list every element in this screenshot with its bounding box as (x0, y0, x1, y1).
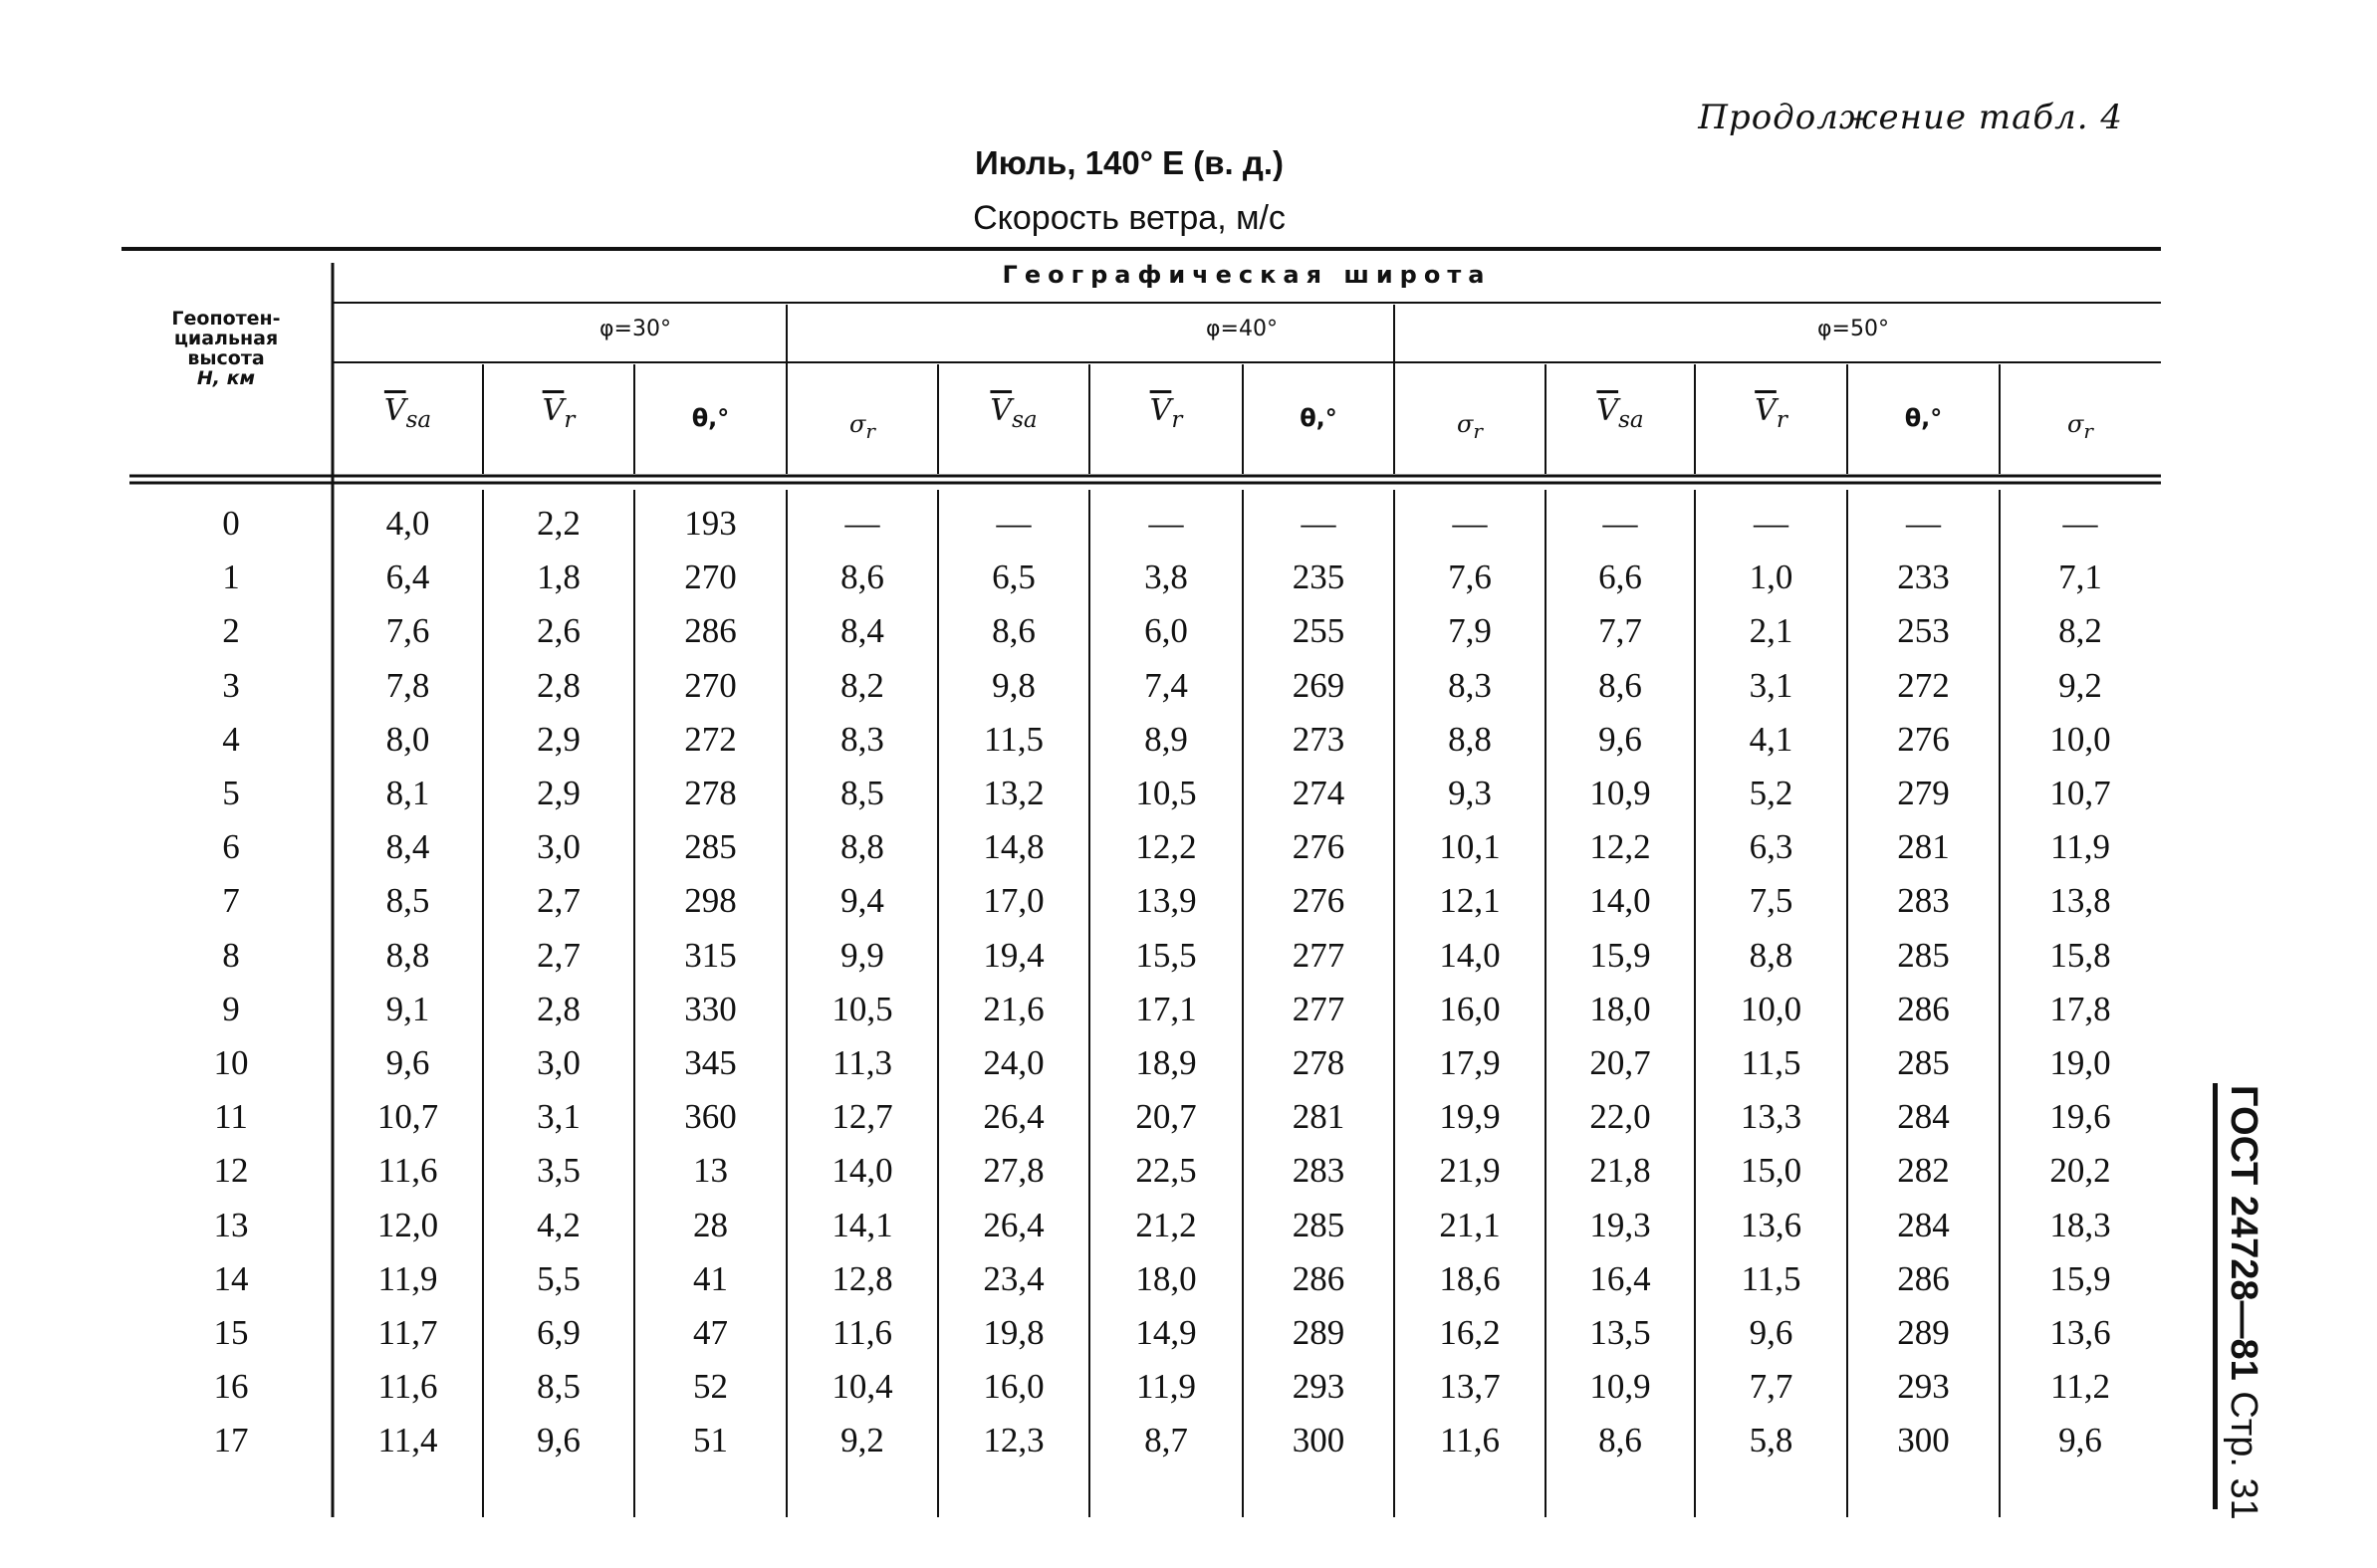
table-cell: 286 (684, 611, 737, 651)
table-cell: 8,0 (385, 719, 430, 759)
table-cell: 233 (1897, 558, 1950, 597)
table-cell: 8,5 (385, 881, 430, 921)
table-cell: 282 (1897, 1151, 1950, 1191)
table-cell: 9,3 (1448, 774, 1492, 812)
table-cell: 330 (684, 989, 737, 1028)
height-value: 15 (213, 1313, 249, 1352)
height-header-line-2: циальная (173, 328, 279, 349)
table-cell: 3,1 (537, 1097, 581, 1137)
table-cell: 2,2 (537, 504, 581, 543)
header-sigma-symbol: σ (849, 410, 866, 438)
table-cell: — (1906, 504, 1941, 543)
table-cell: 286 (1897, 989, 1950, 1028)
table-cell: 286 (1897, 1258, 1950, 1298)
table-cell: 21,9 (1439, 1151, 1501, 1191)
table-cell: 11,5 (1741, 1258, 1801, 1298)
table-cell: 5,2 (1749, 774, 1793, 812)
side-page-number: Стр. 31 (2223, 1391, 2264, 1520)
table-cell: 18,0 (1589, 989, 1651, 1028)
table-cell: 8,6 (1598, 1421, 1642, 1460)
height-value: 14 (213, 1258, 249, 1298)
height-value: 4 (222, 719, 240, 759)
table-cell: 285 (1292, 1205, 1345, 1244)
table-cell: 283 (1897, 881, 1950, 921)
height-value: 13 (213, 1205, 249, 1244)
table-cell: 8,3 (840, 719, 884, 759)
table-cell: 270 (684, 665, 737, 705)
table-cell: 285 (1897, 1043, 1950, 1082)
header-sigma-symbol: σ (2067, 410, 2084, 438)
header-v-subscript: r (1776, 407, 1787, 433)
table-cell: 16,0 (983, 1367, 1045, 1407)
table-cell: 6,4 (385, 558, 430, 597)
table-cell: 8,4 (385, 827, 430, 867)
table-cell: — (1148, 504, 1184, 543)
header-sigma-subscript: r (1473, 418, 1483, 443)
table-cell: 276 (1292, 881, 1345, 921)
table-cell: 2,1 (1749, 611, 1793, 651)
table-cell: 253 (1897, 611, 1950, 651)
table-cell: 7,8 (385, 665, 430, 705)
table-cell: 10,9 (1589, 1367, 1651, 1407)
table-cell: 276 (1292, 827, 1345, 867)
table-cell: 9,6 (537, 1421, 581, 1460)
table-cell: 20,7 (1589, 1043, 1651, 1082)
table-cell: 283 (1292, 1151, 1345, 1191)
height-value: 9 (222, 989, 240, 1028)
table-cell: 3,5 (537, 1151, 581, 1191)
table-cell: 16,0 (1439, 989, 1501, 1028)
table-cell: 7,6 (385, 611, 430, 651)
table-cell: 289 (1292, 1313, 1345, 1352)
table-cell: 41 (693, 1258, 728, 1298)
table-title: Июль, 140° E (в. д.) (975, 144, 1284, 181)
table-cell: 19,0 (2049, 1043, 2111, 1082)
table-cell: 15,5 (1135, 935, 1197, 975)
table-cell: 11,6 (832, 1313, 892, 1352)
table-cell: 300 (1897, 1421, 1950, 1460)
table-cell: 7,6 (1448, 558, 1492, 597)
table-cell: 18,9 (1135, 1043, 1197, 1082)
header-theta: θ,° (1300, 404, 1337, 432)
table-cell: 17,1 (1135, 989, 1197, 1028)
table-cell: 47 (693, 1313, 728, 1352)
latitude-group-2: φ=40° (1206, 317, 1278, 341)
table-cell: 11,4 (377, 1421, 438, 1460)
table-cell: 15,8 (2049, 935, 2111, 975)
table-cell: 278 (1292, 1043, 1345, 1082)
table-cell: 8,3 (1448, 665, 1492, 705)
height-value: 7 (222, 881, 240, 921)
table-cell: 285 (684, 827, 737, 867)
table-cell: 8,8 (840, 827, 884, 867)
table-cell: 235 (1292, 558, 1345, 597)
table-cell: 10,0 (1740, 989, 1802, 1028)
table-cell: — (1452, 504, 1488, 543)
table-cell: 285 (1897, 935, 1950, 975)
table-cell: 14,9 (1135, 1313, 1197, 1352)
table-cell: 277 (1292, 935, 1345, 975)
table-cell: 12,8 (832, 1258, 893, 1298)
table-cell: 293 (1897, 1367, 1950, 1407)
table-cell: 18,0 (1135, 1258, 1197, 1298)
continuation-label: Продолжение табл. 4 (1698, 98, 2123, 137)
table-cell: 8,6 (992, 611, 1036, 651)
header-sigma-symbol: σ (1457, 410, 1474, 438)
table-cell: 8,7 (1144, 1421, 1188, 1460)
table-cell: 13,6 (2049, 1313, 2111, 1352)
table-cell: 10,7 (376, 1097, 439, 1137)
table-cell: 27,8 (983, 1151, 1045, 1191)
table-cell: 2,7 (537, 881, 581, 921)
table-cell: 284 (1897, 1097, 1950, 1137)
table-cell: 24,0 (983, 1043, 1045, 1082)
table-cell: 6,5 (992, 558, 1036, 597)
table-cell: 10,0 (2049, 719, 2111, 759)
table-cell: 12,0 (376, 1205, 439, 1244)
height-header-line-4: H, км (196, 367, 256, 389)
table-cell: 289 (1897, 1313, 1950, 1352)
table-cell: 7,9 (1448, 611, 1492, 651)
table-cell: 193 (684, 504, 737, 543)
table-cell: 11,5 (1741, 1043, 1801, 1082)
table-cell: — (1754, 504, 1788, 543)
table-cell: 51 (693, 1421, 728, 1460)
header-v-r (483, 393, 634, 433)
table-cell: 19,6 (2049, 1097, 2111, 1137)
table-cell: 18,6 (1439, 1258, 1501, 1298)
height-value: 17 (213, 1421, 249, 1460)
table-cell: 300 (1292, 1421, 1345, 1460)
table-cell: 19,4 (983, 935, 1045, 975)
header-v-r (1695, 393, 1847, 433)
table-cell: 8,2 (2058, 611, 2102, 651)
table-cell: 9,2 (2058, 665, 2102, 705)
header-sigma-subscript: r (2083, 418, 2093, 443)
table-cell: 11,9 (2050, 827, 2110, 867)
table-cell: 7,7 (1598, 611, 1642, 651)
table-cell: 8,8 (1749, 935, 1793, 975)
table-cell: 8,4 (840, 611, 884, 651)
height-header-line-1: Геопотен- (171, 308, 281, 330)
side-document-label (2209, 1085, 2264, 1520)
table-cell: 276 (1897, 719, 1950, 759)
table-cell: 11,9 (1136, 1367, 1196, 1407)
table-cell: 21,1 (1439, 1205, 1501, 1244)
table-cell: 281 (1897, 827, 1950, 867)
table-cell: 345 (684, 1043, 737, 1082)
table-cell: 11,3 (832, 1043, 892, 1082)
side-standard-code: ГОСТ 24728—81 (2223, 1085, 2264, 1381)
table-cell: 14,0 (1589, 881, 1651, 921)
table-cell: 281 (1292, 1097, 1345, 1137)
table-cell: 10,5 (1135, 774, 1197, 812)
table-cell: 10,5 (832, 989, 893, 1028)
table-cell: 13,9 (1135, 881, 1197, 921)
table-cell: 12,3 (983, 1421, 1045, 1460)
table-cell: 272 (1897, 665, 1950, 705)
table-cell: 20,7 (1135, 1097, 1197, 1137)
table-cell: — (1602, 504, 1638, 543)
table-cell: 9,9 (840, 935, 884, 975)
table-cell: 2,7 (537, 935, 581, 975)
table-cell: 12,2 (1589, 827, 1651, 867)
table-cell: 293 (1292, 1367, 1345, 1407)
header-v-symbol: $\overline{V}$ (1596, 393, 1619, 428)
height-value: 10 (213, 1043, 249, 1082)
table-cell: 4,1 (1749, 719, 1793, 759)
table-cell: 8,6 (1598, 665, 1642, 705)
header-v-sa (1545, 393, 1695, 433)
table-cell: 11,6 (1440, 1421, 1500, 1460)
header-v-subscript: sa (405, 407, 432, 433)
table-cell: 273 (1292, 719, 1345, 759)
table-cell: 12,2 (1135, 827, 1197, 867)
table-cell: 278 (684, 774, 737, 812)
table-cell: 6,6 (1598, 558, 1642, 597)
table-cell: — (2062, 504, 2098, 543)
table-cell: 2,8 (537, 989, 581, 1028)
table-cell: 2,6 (537, 611, 581, 651)
height-value: 11 (214, 1097, 248, 1137)
table-cell: 17,8 (2049, 989, 2111, 1028)
height-value: 1 (222, 558, 240, 597)
table-cell: 19,3 (1589, 1205, 1651, 1244)
table-cell: 9,2 (840, 1421, 884, 1460)
table-cell: 3,8 (1144, 558, 1188, 597)
table-cell: 8,6 (840, 558, 884, 597)
wind-speed-table (121, 247, 2161, 1517)
table-cell: 3,0 (537, 827, 581, 867)
table-cell: 7,4 (1144, 665, 1188, 705)
header-sigma-r (2000, 412, 2161, 441)
height-value: 3 (222, 665, 240, 705)
table-cell: 11,7 (377, 1313, 438, 1352)
table-cell: 9,4 (840, 881, 884, 921)
table-cell: 17,9 (1439, 1043, 1501, 1082)
table-cell: 2,9 (537, 719, 581, 759)
table-cell: 269 (1292, 665, 1345, 705)
table-cell: 4,2 (537, 1205, 581, 1244)
height-column-header (121, 309, 331, 388)
table-cell: 3,1 (1749, 665, 1793, 705)
table-cell: 13,3 (1740, 1097, 1802, 1137)
table-cell: 10,9 (1589, 774, 1651, 812)
table-cell: 5,5 (537, 1258, 581, 1298)
table-cell: 23,4 (983, 1258, 1045, 1298)
header-v-sa (938, 393, 1089, 433)
table-cell: 13 (693, 1151, 728, 1191)
table-cell: 7,5 (1749, 881, 1793, 921)
table-cell: 8,5 (840, 774, 884, 812)
height-header-line-3: высота (187, 347, 265, 369)
header-theta: θ,° (1904, 404, 1943, 432)
table-subtitle: Скорость ветра, м/с (973, 199, 1286, 237)
table-cell: 255 (1292, 611, 1345, 651)
table-cell: 13,5 (1589, 1313, 1651, 1352)
table-cell: 14,0 (832, 1151, 893, 1191)
height-value: 16 (213, 1367, 249, 1407)
header-v-symbol: $\overline{V}$ (1149, 393, 1172, 428)
header-v-subscript: sa (1012, 407, 1038, 433)
latitude-group-1: φ=30° (599, 317, 671, 341)
table-cell: 2,9 (537, 774, 581, 812)
table-cell: 9,8 (992, 665, 1036, 705)
table-cell: 14,0 (1439, 935, 1501, 975)
table-cell: 11,9 (377, 1258, 438, 1298)
table-cell: 9,1 (385, 989, 430, 1028)
table-cell: 13,8 (2049, 881, 2111, 921)
table-cell: 16,2 (1439, 1313, 1501, 1352)
table-cell: 10,4 (832, 1367, 893, 1407)
table-cell: 17,0 (983, 881, 1045, 921)
table-cell: 10,1 (1439, 827, 1501, 867)
table-cell: 6,9 (537, 1313, 581, 1352)
table-cell: 52 (693, 1367, 728, 1407)
header-theta: θ,° (691, 404, 730, 432)
header-v-symbol: $\overline{V}$ (1755, 393, 1777, 428)
table-cell: 21,8 (1589, 1151, 1651, 1191)
table-cell: 6,3 (1749, 827, 1793, 867)
table-cell: 15,9 (1589, 935, 1651, 975)
table-cell: 3,0 (537, 1043, 581, 1082)
table-cell: 14,8 (983, 827, 1045, 867)
header-sigma-r (1394, 412, 1545, 441)
header-v-sa (333, 393, 483, 433)
table-cell: — (1301, 504, 1336, 543)
table-cell: 279 (1897, 774, 1950, 812)
table-cell: 8,9 (1144, 719, 1188, 759)
table-cell: 8,5 (537, 1367, 581, 1407)
table-cell: 18,3 (2049, 1205, 2111, 1244)
table-cell: — (844, 504, 880, 543)
height-value: 0 (222, 504, 240, 543)
table-cell: 8,8 (385, 935, 430, 975)
table-cell: 286 (1292, 1258, 1345, 1298)
table-cell: 360 (684, 1097, 737, 1137)
table-cell: 21,2 (1135, 1205, 1197, 1244)
table-cell: 9,6 (2058, 1421, 2102, 1460)
table-cell: 12,1 (1439, 881, 1501, 921)
table-cell: 11,6 (377, 1367, 438, 1407)
table-cell: 2,8 (537, 665, 581, 705)
table-cell: 315 (684, 935, 737, 975)
header-v-symbol: $\overline{V}$ (383, 393, 406, 428)
table-cell: 13,6 (1740, 1205, 1802, 1244)
table-cell: 14,1 (832, 1205, 893, 1244)
table-cell: 4,0 (385, 504, 430, 543)
table-cell: 284 (1897, 1205, 1950, 1244)
table-cell: 9,6 (1749, 1313, 1793, 1352)
header-v-subscript: r (564, 407, 576, 433)
table-cell: 8,2 (840, 665, 884, 705)
table-cell: — (996, 504, 1032, 543)
table-cell: 22,5 (1135, 1151, 1197, 1191)
latitude-group-3: φ=50° (1817, 317, 1889, 341)
header-v-r (1089, 393, 1243, 433)
table-cell: 19,9 (1439, 1097, 1501, 1137)
height-value: 2 (222, 611, 240, 651)
table-cell: 270 (684, 558, 737, 597)
table-cell: 6,0 (1144, 611, 1188, 651)
table-cell: 15,0 (1740, 1151, 1802, 1191)
table-cell: 12,7 (832, 1097, 893, 1137)
table-cell: 1,0 (1749, 558, 1793, 597)
table-cell: 28 (693, 1205, 728, 1244)
table-cell: 26,4 (983, 1205, 1045, 1244)
header-v-subscript: sa (1618, 407, 1644, 433)
table-cell: 7,7 (1749, 1367, 1793, 1407)
height-value: 6 (222, 827, 240, 867)
header-sigma-subscript: r (865, 418, 875, 443)
table-cell: 19,8 (983, 1313, 1045, 1352)
table-cell: 274 (1292, 774, 1345, 812)
header-v-symbol: $\overline{V}$ (990, 393, 1013, 428)
table-cell: 10,7 (2049, 774, 2111, 812)
table-cell: 26,4 (983, 1097, 1045, 1137)
table-cell: 8,1 (385, 774, 430, 812)
header-v-symbol: $\overline{V}$ (542, 393, 565, 428)
table-cell: 11,2 (2050, 1367, 2110, 1407)
table-cell: 298 (684, 881, 737, 921)
table-cell: 8,8 (1448, 719, 1492, 759)
table-cell: 272 (684, 719, 737, 759)
header-v-subscript: r (1171, 407, 1183, 433)
table-cell: 11,5 (984, 719, 1044, 759)
table-cell: 13,7 (1439, 1367, 1501, 1407)
table-cell: 9,6 (1598, 719, 1642, 759)
table-cell: 1,8 (537, 558, 581, 597)
table-cell: 21,6 (983, 989, 1045, 1028)
header-sigma-r (787, 412, 938, 441)
table-cell: 9,6 (385, 1043, 430, 1082)
table-cell: 11,6 (377, 1151, 438, 1191)
height-value: 8 (222, 935, 240, 975)
table-cell: 22,0 (1589, 1097, 1651, 1137)
height-value: 5 (222, 774, 240, 812)
table-cell: 5,8 (1749, 1421, 1793, 1460)
table-cell: 7,1 (2058, 558, 2102, 597)
table-cell: 13,2 (983, 774, 1045, 812)
height-value: 12 (213, 1151, 249, 1191)
table-cell: 20,2 (2049, 1151, 2111, 1191)
table-cell: 277 (1292, 989, 1345, 1028)
table-cell: 16,4 (1589, 1258, 1651, 1298)
latitude-header: Географическая широта (1002, 261, 1492, 289)
table-cell: 15,9 (2049, 1258, 2111, 1298)
